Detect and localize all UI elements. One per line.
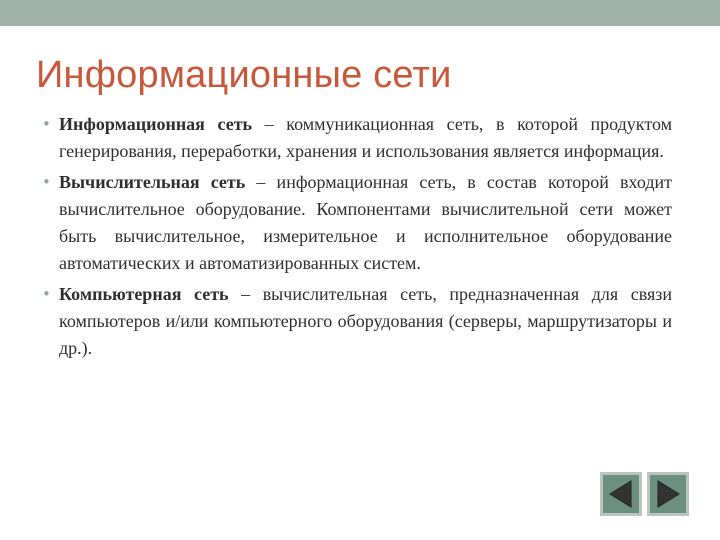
term-label: Компьютерная сеть: [59, 283, 229, 304]
header-bar: [0, 0, 720, 26]
bullet-item-information-network: [42, 111, 672, 166]
term-label: Вычислительная сеть: [59, 171, 246, 192]
triangle-right-icon: [654, 479, 682, 509]
term-label: Информационная сеть: [59, 114, 253, 134]
definition-text: – коммуникационная сеть, в которой продуктом генерирования, переработки, хранения и использования является информация.: [59, 114, 672, 162]
slide-title: Информационные сети: [36, 54, 452, 96]
next-slide-button[interactable]: [647, 472, 689, 516]
bullet-icon: •: [42, 284, 51, 303]
bullet-list: [42, 111, 672, 366]
definition-text: – вычислительная сеть, предназначенная для связи компьютеров и/или компьютерного оборудования (серверы, маршрутизаторы и др.).: [59, 283, 672, 359]
bullet-item-computer-network: [42, 281, 672, 363]
bullet-item-computing-network: [42, 169, 672, 278]
previous-slide-button[interactable]: [600, 472, 642, 516]
definition-text: – информационная сеть, в состав которой входит вычислительное оборудование. Компонентами вычислительной сети может быть вычислительное, измерительное и исполнительное оборудование автоматических и автоматизированных систем.: [59, 171, 672, 274]
bullet-icon: •: [42, 115, 51, 133]
triangle-left-icon: [607, 479, 635, 509]
bullet-icon: •: [42, 172, 51, 191]
